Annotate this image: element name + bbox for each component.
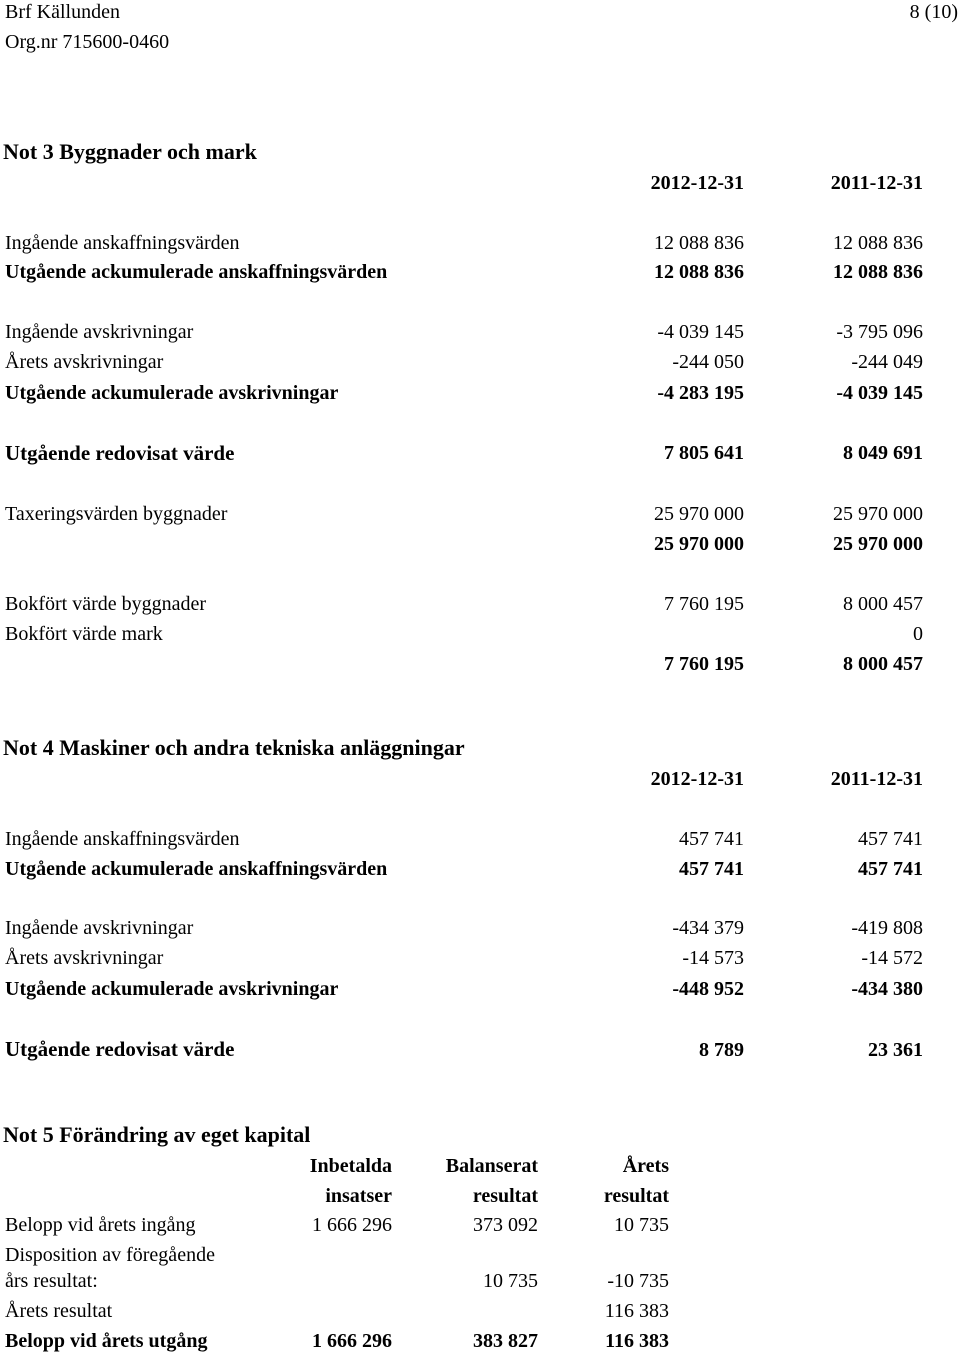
row-value-2011: 25 970 000 (833, 503, 923, 525)
column-header: resultat (472, 1185, 538, 1207)
row-value-2011: 23 361 (868, 1039, 923, 1061)
row-value-2011: 0 (913, 623, 923, 645)
organization-number: Org.nr 715600-0460 (5, 31, 170, 53)
row-value-2011: 8 000 457 (843, 593, 923, 615)
note-3-col1-header: 2012-12-31 (650, 172, 744, 194)
row-label: Utgående ackumulerade anskaffningsvärden (5, 858, 388, 880)
row-value-2011: -4 039 145 (836, 382, 923, 404)
row-value-2011: 12 088 836 (833, 232, 923, 254)
row-label: Bokfört värde mark (5, 623, 163, 645)
row-value-2012: 7 760 195 (664, 593, 744, 615)
column-header: insatser (325, 1185, 392, 1207)
row-value-2012: -14 573 (682, 947, 744, 969)
row-value-2012: -4 283 195 (657, 382, 744, 404)
row-value-2011: -434 380 (851, 978, 923, 1000)
row-label: Ingående avskrivningar (5, 321, 194, 343)
column-header: Balanserat (445, 1155, 538, 1177)
row-value-2012: 457 741 (679, 858, 744, 880)
row-value: 373 092 (473, 1214, 538, 1236)
row-value: 383 827 (473, 1330, 538, 1352)
row-value-2012: 25 970 000 (654, 503, 744, 525)
row-value: -10 735 (607, 1270, 669, 1292)
row-value-2011: 8 000 457 (843, 653, 923, 675)
row-value-2012: -4 039 145 (657, 321, 744, 343)
row-value: 116 383 (605, 1330, 669, 1352)
row-value-2012: 457 741 (679, 828, 744, 850)
column-header: resultat (603, 1185, 669, 1207)
row-value-2011: 457 741 (858, 858, 923, 880)
row-label: Utgående ackumulerade anskaffningsvärden (5, 261, 388, 283)
row-value-2012: 25 970 000 (654, 533, 744, 555)
row-label: Utgående ackumulerade avskrivningar (5, 382, 339, 404)
row-value: 10 735 (614, 1214, 669, 1236)
row-value-2012: -448 952 (672, 978, 744, 1000)
row-value: 10 735 (483, 1270, 538, 1292)
row-label: Bokfört värde byggnader (5, 593, 207, 615)
row-value-2011: -244 049 (851, 351, 923, 373)
row-label: Utgående ackumulerade avskrivningar (5, 978, 339, 1000)
row-value-2011: -419 808 (851, 917, 923, 939)
row-value-2011: 8 049 691 (843, 442, 923, 464)
note-3-col2-header: 2011-12-31 (830, 172, 923, 194)
column-header: Årets (622, 1155, 669, 1177)
row-label: Ingående anskaffningsvärden (5, 828, 240, 850)
row-label: Årets resultat (5, 1300, 113, 1322)
note-4-col2-header: 2011-12-31 (830, 768, 923, 790)
row-label: Disposition av föregående (5, 1244, 215, 1266)
row-value-2011: 457 741 (858, 828, 923, 850)
note-3-title: Not 3 Byggnader och mark (3, 139, 257, 164)
row-value-2012: -244 050 (672, 351, 744, 373)
row-value: 116 383 (604, 1300, 669, 1322)
page-number: 8 (10) (909, 1, 958, 23)
row-label: Årets avskrivningar (5, 351, 164, 373)
row-value-2012: 8 789 (699, 1039, 744, 1061)
row-value-2011: -3 795 096 (836, 321, 923, 343)
row-label: Utgående redovisat värde (5, 1037, 235, 1061)
row-value-2012: 12 088 836 (654, 261, 744, 283)
row-label: års resultat: (5, 1270, 98, 1292)
row-value-2012: 12 088 836 (654, 232, 744, 254)
row-value-2012: 7 805 641 (664, 442, 744, 464)
organization-name: Brf Källunden (5, 1, 120, 23)
row-label: Taxeringsvärden byggnader (5, 503, 228, 525)
row-value-2011: 12 088 836 (833, 261, 923, 283)
row-label: Årets avskrivningar (5, 947, 164, 969)
row-label: Utgående redovisat värde (5, 441, 235, 465)
row-label: Ingående avskrivningar (5, 917, 194, 939)
row-value-2011: 25 970 000 (833, 533, 923, 555)
note-5-title: Not 5 Förändring av eget kapital (3, 1122, 311, 1147)
row-label: Ingående anskaffningsvärden (5, 232, 240, 254)
row-value: 1 666 296 (312, 1330, 392, 1352)
note-4-col1-header: 2012-12-31 (650, 768, 744, 790)
column-header: Inbetalda (309, 1155, 392, 1177)
row-value-2012: -434 379 (672, 917, 744, 939)
row-value-2012: 7 760 195 (664, 653, 744, 675)
row-label: Belopp vid årets utgång (5, 1330, 208, 1352)
row-value: 1 666 296 (312, 1214, 392, 1236)
note-4-title: Not 4 Maskiner och andra tekniska anläggningar (3, 735, 465, 760)
row-value-2011: -14 572 (861, 947, 923, 969)
row-label: Belopp vid årets ingång (5, 1214, 196, 1236)
